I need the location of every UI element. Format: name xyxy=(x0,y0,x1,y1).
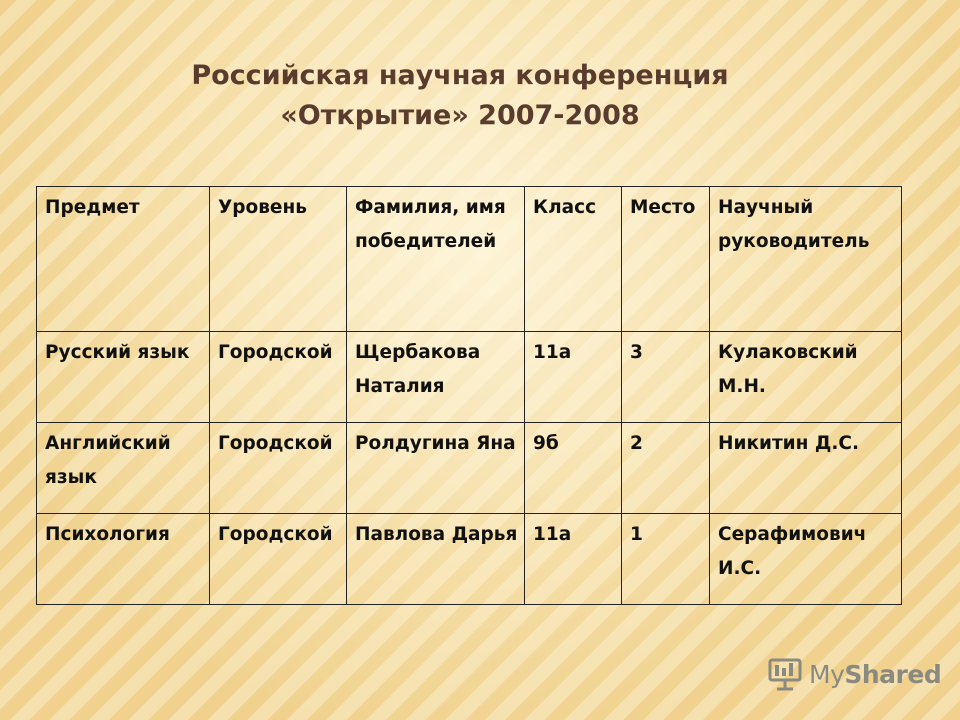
table-cell: 2 xyxy=(622,423,710,514)
header-cell: Предмет xyxy=(37,187,210,332)
table-cell: 3 xyxy=(622,332,710,423)
table-cell: 11а xyxy=(525,332,622,423)
winners-table xyxy=(36,186,902,605)
header-cell: Научный руководитель xyxy=(710,187,902,332)
myshared-logo xyxy=(767,656,941,692)
table-header-row xyxy=(37,187,902,332)
table-cell: 9б xyxy=(525,423,622,514)
table-cell: Русский язык xyxy=(37,332,210,423)
presentation-board-icon xyxy=(767,657,803,691)
table-row xyxy=(37,423,902,514)
table-cell: Павлова Дарья xyxy=(347,514,525,605)
table-cell: Городской xyxy=(210,423,347,514)
table-cell: Серафимович И.С. xyxy=(710,514,902,605)
table-cell: 1 xyxy=(622,514,710,605)
header-cell: Уровень xyxy=(210,187,347,332)
table-cell: Городской xyxy=(210,332,347,423)
header-cell: Фамилия, имя победителей xyxy=(347,187,525,332)
table-cell: Никитин Д.С. xyxy=(710,423,902,514)
table-cell: Английский язык xyxy=(37,423,210,514)
table-row xyxy=(37,514,902,605)
logo-prefix: My xyxy=(809,659,845,689)
table-cell: Психология xyxy=(37,514,210,605)
header-cell: Класс xyxy=(525,187,622,332)
table-cell: Щербакова Наталия xyxy=(347,332,525,423)
table-cell: Ролдугина Яна xyxy=(347,423,525,514)
table-cell: Городской xyxy=(210,514,347,605)
header-cell: Место xyxy=(622,187,710,332)
title-line-1: Российская научная конференция xyxy=(191,60,729,91)
table-row xyxy=(37,332,902,423)
table-cell: 11а xyxy=(525,514,622,605)
table-cell: Кулаковский М.Н. xyxy=(710,332,902,423)
logo-suffix: Shared xyxy=(844,659,942,689)
title-line-2: «Открытие» 2007-2008 xyxy=(280,100,640,131)
page-title xyxy=(0,56,920,136)
